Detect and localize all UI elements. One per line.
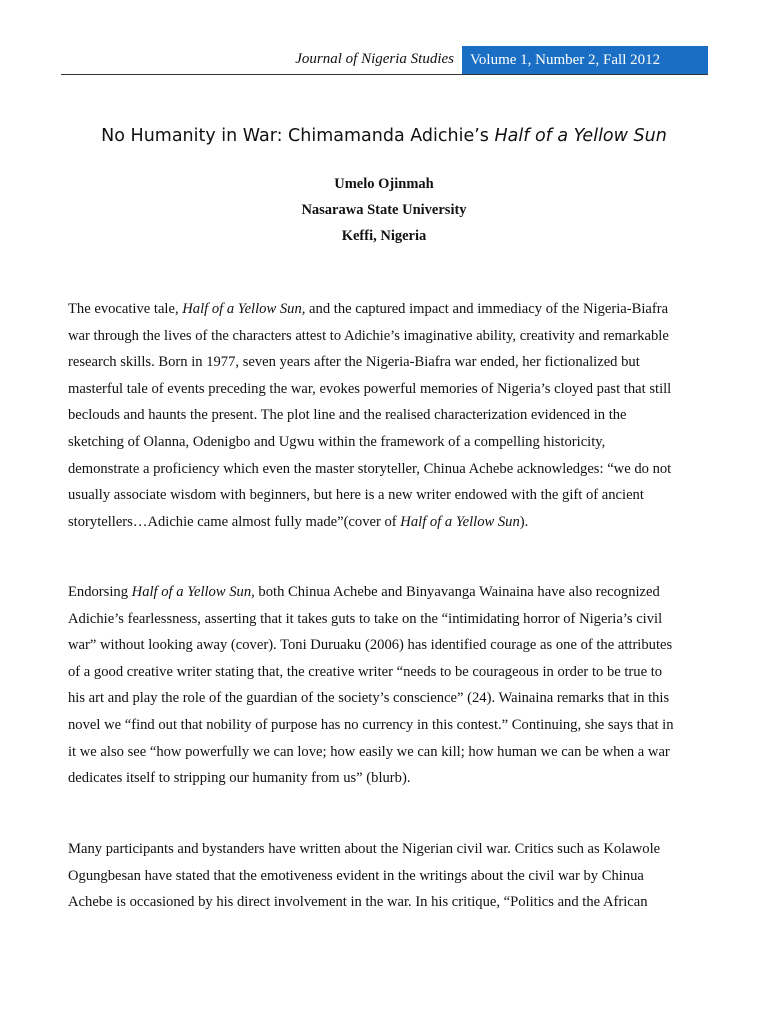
text-line: storytellers…Adichie came almost fully made”(cover of Half of a Yellow Sun). [68, 513, 529, 530]
text-line: beclouds and haunts the present. The plot line and the realised characterization evidenced in the [68, 407, 627, 424]
text-line: Achebe is occasioned by his direct involvement in the war. In his critique, “Politics and the African [68, 894, 648, 911]
author-location: Keffi, Nigeria [341, 228, 427, 244]
article-title-italic: Half of a Yellow Sun [494, 126, 667, 146]
text-line: Endorsing Half of a Yellow Sun, both Chinua Achebe and Binyavanga Wainaina have also recognized [68, 584, 660, 600]
text-line: demonstrate a proficiency which even the master storyteller, Chinua Achebe acknowledges: “we do not [68, 460, 672, 477]
journal-name: Journal of Nigeria Studies [295, 51, 454, 67]
paragraph-1 [68, 296, 708, 535]
running-header [61, 46, 708, 75]
author-institution: Nasarawa State University [301, 202, 467, 218]
issue-badge: Volume 1, Number 2, Fall 2012 [462, 46, 708, 74]
text-line: The evocative tale, Half of a Yellow Sun, and the captured impact and immediacy of the Nigeria-Biafra [68, 301, 669, 317]
text-line: Many participants and bystanders have written about the Nigerian civil war. Critics such as Kolawole [68, 841, 661, 857]
text-line: of a good creative writer stating that, the creative writer “needs to be courageous in order to be true to [68, 663, 663, 680]
text-line: research skills. Born in 1977, seven years after the Nigeria-Biafra war ended, her fictionalized but [68, 354, 640, 371]
text-line: usually associate wisdom with beginners, but here is a new writer endowed with the gift of ancient [68, 487, 644, 504]
text-line: war through the lives of the characters attest to Adichie’s imaginative ability, creativity and remarkable [68, 327, 669, 344]
italic-title-reference: Half of a Yellow Sun [400, 513, 520, 530]
text-line: novel we “find out that nobility of purpose has no currency in this contest.” Continuing, she says that in [68, 716, 674, 733]
byline [0, 171, 768, 249]
paragraph-2 [68, 579, 708, 792]
paragraph-3 [68, 836, 708, 916]
text-line: sketching of Olanna, Odenigbo and Ugwu within the framework of a compelling historicity, [68, 433, 606, 450]
article-title-main: No Humanity in War: Chimamanda Adichie’s [101, 126, 495, 146]
text-line: his art and play the role of the guardian of the society’s conscience” (24). Wainaina remarks that in this [68, 690, 670, 707]
text-line: dedicates itself to stripping our humanity from us” (blurb). [68, 770, 411, 787]
text-line: it we also see “how powerfully we can love; how easily we can kill; how human we can be when a war [68, 743, 670, 760]
text-line: war” without looking away (cover). Toni Duruaku (2006) has identified courage as one of the attributes [68, 637, 673, 654]
article-title [0, 126, 768, 146]
author-name: Umelo Ojinmah [334, 176, 434, 192]
text-line: Adichie’s fearlessness, asserting that it takes guts to take on the “intimidating horror of Nigeria’s civil [68, 610, 663, 627]
italic-title-reference: Half of a Yellow Sun, [131, 584, 255, 600]
text-line: masterful tale of events preceding the war, evokes powerful memories of Nigeria’s cloyed past that still [68, 380, 672, 397]
text-line: Ogungbesan have stated that the emotiveness evident in the writings about the civil war by Chinua [68, 867, 644, 884]
italic-title-reference: Half of a Yellow Sun, [182, 301, 306, 317]
